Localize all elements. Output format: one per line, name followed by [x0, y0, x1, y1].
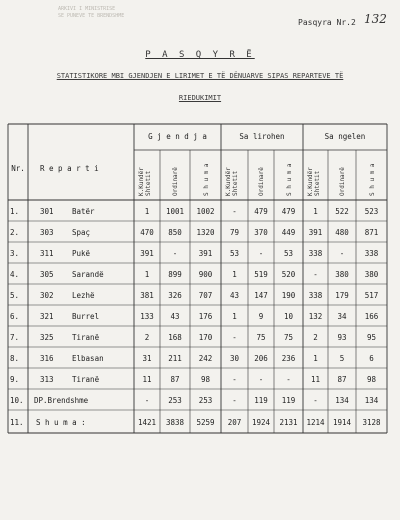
ngelen-cell: 480	[335, 228, 349, 237]
lirohen-cell: 1	[232, 312, 237, 321]
gjendja-cell: 1001	[165, 207, 185, 216]
reparti-code: 321	[40, 312, 54, 321]
gjendja-cell: 211	[168, 354, 182, 363]
lirohen-cell: 479	[254, 207, 268, 216]
ngelen-cell: 522	[335, 207, 349, 216]
ngelen-cell: 95	[366, 333, 377, 342]
total-ngelen-cell: 3128	[362, 418, 381, 427]
lirohen-cell: 479	[281, 207, 296, 216]
lirohen-cell: 30	[229, 354, 240, 363]
gjendja-cell: 707	[198, 291, 213, 300]
total-label: S h u m a :	[36, 418, 86, 427]
ngelen-cell: 338	[308, 249, 323, 258]
reparti-code: 311	[40, 249, 54, 258]
gjendja-cell: 31	[142, 354, 152, 363]
reparti-code: 303	[40, 228, 54, 237]
reparti-code: 316	[40, 354, 54, 363]
ngelen-cell: 132	[308, 312, 323, 321]
ngelen-cell: 34	[337, 312, 347, 321]
gjendja-cell: 242	[198, 354, 213, 363]
ngelen-cell: 338	[364, 249, 379, 258]
document-subtitle-cont: RIEDUKIMIT	[178, 94, 222, 102]
lirohen-cell: 236	[281, 354, 296, 363]
lirohen-cell: 10	[283, 312, 294, 321]
header-lirohen: Sa lirohen	[239, 132, 285, 141]
ngelen-cell: 380	[364, 270, 379, 279]
page-reference: Pasqyra Nr.2	[298, 18, 356, 27]
ngelen-cell: 1	[313, 354, 318, 363]
row-number: 1.	[10, 207, 20, 216]
lirohen-cell: 520	[281, 270, 296, 279]
lirohen-cell: -	[232, 333, 237, 342]
ngelen-cell: -	[313, 270, 318, 279]
gjendja-cell: 900	[198, 270, 213, 279]
header-nr: Nr.	[11, 164, 25, 173]
reparti-code: 301	[40, 207, 54, 216]
subheader-ordinare: Ordinarë	[339, 167, 346, 196]
gjendja-cell: -	[172, 249, 178, 258]
lirohen-cell: 190	[281, 291, 296, 300]
document-subtitle: STATISTIKORE MBI GJENDJEN E LIRIMET E TË DËNUARVE SIPAS REPARTEVE TË	[56, 72, 344, 80]
row-number: 4.	[10, 270, 20, 279]
reparti-name: Elbasan	[72, 354, 104, 363]
gjendja-cell: 133	[140, 312, 154, 321]
ngelen-cell: 134	[364, 396, 379, 405]
ngelen-cell: 517	[364, 291, 379, 300]
stamp-line: SE PUNEVE TE BRENDSHME	[58, 13, 125, 19]
gjendja-cell: 2	[144, 333, 150, 342]
subheader-shuma: S h u m a	[202, 163, 210, 196]
gjendja-cell: 253	[168, 396, 182, 405]
subheader-kunder-shtetit: K.Kundër	[307, 167, 314, 196]
ngelen-cell: 871	[364, 228, 379, 237]
lirohen-cell: 53	[229, 249, 240, 258]
ngelen-cell: 391	[308, 228, 323, 237]
lirohen-cell: -	[232, 396, 237, 405]
ngelen-cell: -	[313, 396, 318, 405]
reparti-name: Tiranë	[72, 333, 100, 342]
lirohen-cell: 370	[254, 228, 268, 237]
row-number: 2.	[10, 228, 20, 237]
gjendja-cell: 1320	[196, 228, 215, 237]
ngelen-cell: 166	[364, 312, 379, 321]
gjendja-cell: 470	[140, 228, 154, 237]
gjendja-cell: 1	[144, 270, 150, 279]
row-number: 11.	[10, 418, 24, 427]
ngelen-cell: 179	[335, 291, 349, 300]
total-ngelen-cell: 1914	[332, 418, 352, 427]
total-gjendja-cell: 5259	[196, 418, 215, 427]
ngelen-cell: 6	[369, 354, 374, 363]
lirohen-cell: 119	[254, 396, 268, 405]
header-reparti: R e p a r t i	[40, 164, 99, 173]
row-number: 9.	[10, 375, 20, 384]
subheader-shuma: S h u m a	[368, 163, 376, 196]
subheader-kunder-shtetit: Shtetit	[145, 170, 152, 196]
row-number: 3.	[10, 249, 20, 258]
lirohen-cell: 1	[232, 270, 237, 279]
gjendja-cell: 43	[170, 312, 180, 321]
lirohen-cell: -	[232, 207, 237, 216]
gjendja-cell: -	[144, 396, 150, 405]
ngelen-cell: 1	[313, 207, 318, 216]
lirohen-cell: -	[232, 375, 237, 384]
subheader-shuma: S h u m a	[285, 163, 293, 196]
reparti-name: Burrel	[72, 312, 100, 321]
lirohen-cell: 79	[229, 228, 240, 237]
lirohen-cell: 119	[281, 396, 296, 405]
lirohen-cell: 75	[283, 333, 294, 342]
handwritten-page-number: 132	[364, 12, 387, 26]
reparti-name: Tiranë	[72, 375, 100, 384]
reparti-name: Lezhë	[72, 291, 95, 300]
gjendja-cell: 253	[198, 396, 213, 405]
row-number: 8.	[10, 354, 20, 363]
ngelen-cell: 93	[337, 333, 347, 342]
ngelen-cell: 134	[335, 396, 349, 405]
row-number: 10.	[10, 396, 24, 405]
row-number: 6.	[10, 312, 20, 321]
subheader-ordinare: Ordinarë	[258, 167, 265, 196]
reparti-name: Spaç	[72, 228, 91, 237]
stamp-line: ARKIVI I MINISTRISE	[58, 6, 116, 12]
total-ngelen-cell: 1214	[306, 418, 325, 427]
gjendja-cell: 87	[170, 375, 180, 384]
lirohen-cell: 519	[254, 270, 268, 279]
total-gjendja-cell: 3838	[165, 418, 185, 427]
ngelen-cell: 5	[339, 354, 345, 363]
lirohen-cell: 9	[258, 312, 264, 321]
lirohen-cell: 206	[254, 354, 268, 363]
reparti-code: 302	[40, 291, 54, 300]
lirohen-cell: 43	[229, 291, 240, 300]
gjendja-cell: 1	[144, 207, 150, 216]
ngelen-cell: 11	[310, 375, 321, 384]
ngelen-cell: 338	[308, 291, 323, 300]
subheader-kunder-shtetit: Shtetit	[232, 170, 239, 196]
gjendja-cell: 170	[198, 333, 213, 342]
total-lirohen-cell: 2131	[279, 418, 298, 427]
total-gjendja-cell: 1421	[137, 418, 157, 427]
lirohen-cell: -	[286, 375, 291, 384]
total-lirohen-cell: 1924	[251, 418, 271, 427]
document-title: P A S Q Y R Ë	[145, 50, 255, 60]
reparti-name: DP.Brendshme	[34, 396, 89, 405]
gjendja-cell: 1002	[196, 207, 215, 216]
subheader-ordinare: Ordinarë	[172, 167, 179, 196]
gjendja-cell: 11	[142, 375, 152, 384]
reparti-name: Batër	[72, 207, 95, 216]
subheader-kunder-shtetit: K.Kundër	[138, 167, 145, 196]
ngelen-cell: 98	[366, 375, 377, 384]
reparti-code: 325	[40, 333, 54, 342]
subheader-kunder-shtetit: K.Kundër	[225, 167, 232, 196]
gjendja-cell: 168	[168, 333, 182, 342]
ngelen-cell: 380	[335, 270, 349, 279]
header-ngelen: Sa ngelen	[324, 132, 366, 141]
row-number: 7.	[10, 333, 20, 342]
gjendja-cell: 391	[140, 249, 154, 258]
lirohen-cell: 449	[281, 228, 296, 237]
ngelen-cell: 2	[313, 333, 318, 342]
reparti-code: 305	[40, 270, 54, 279]
lirohen-cell: -	[258, 375, 264, 384]
gjendja-cell: 176	[198, 312, 213, 321]
ngelen-cell: 523	[364, 207, 379, 216]
row-number: 5.	[10, 291, 20, 300]
ngelen-cell: -	[339, 249, 345, 258]
gjendja-cell: 381	[140, 291, 154, 300]
header-gjendja: G j e n d j a	[148, 132, 207, 141]
reparti-name: Pukë	[72, 249, 91, 258]
lirohen-cell: 53	[283, 249, 294, 258]
gjendja-cell: 326	[168, 291, 182, 300]
gjendja-cell: 98	[200, 375, 211, 384]
lirohen-cell: -	[258, 249, 264, 258]
subheader-kunder-shtetit: Shtetit	[314, 170, 321, 196]
gjendja-cell: 899	[168, 270, 182, 279]
gjendja-cell: 391	[198, 249, 213, 258]
lirohen-cell: 75	[256, 333, 266, 342]
reparti-code: 313	[40, 375, 54, 384]
total-lirohen-cell: 207	[227, 418, 242, 427]
lirohen-cell: 147	[254, 291, 268, 300]
ngelen-cell: 87	[337, 375, 347, 384]
gjendja-cell: 850	[168, 228, 182, 237]
reparti-name: Sarandë	[72, 270, 104, 279]
